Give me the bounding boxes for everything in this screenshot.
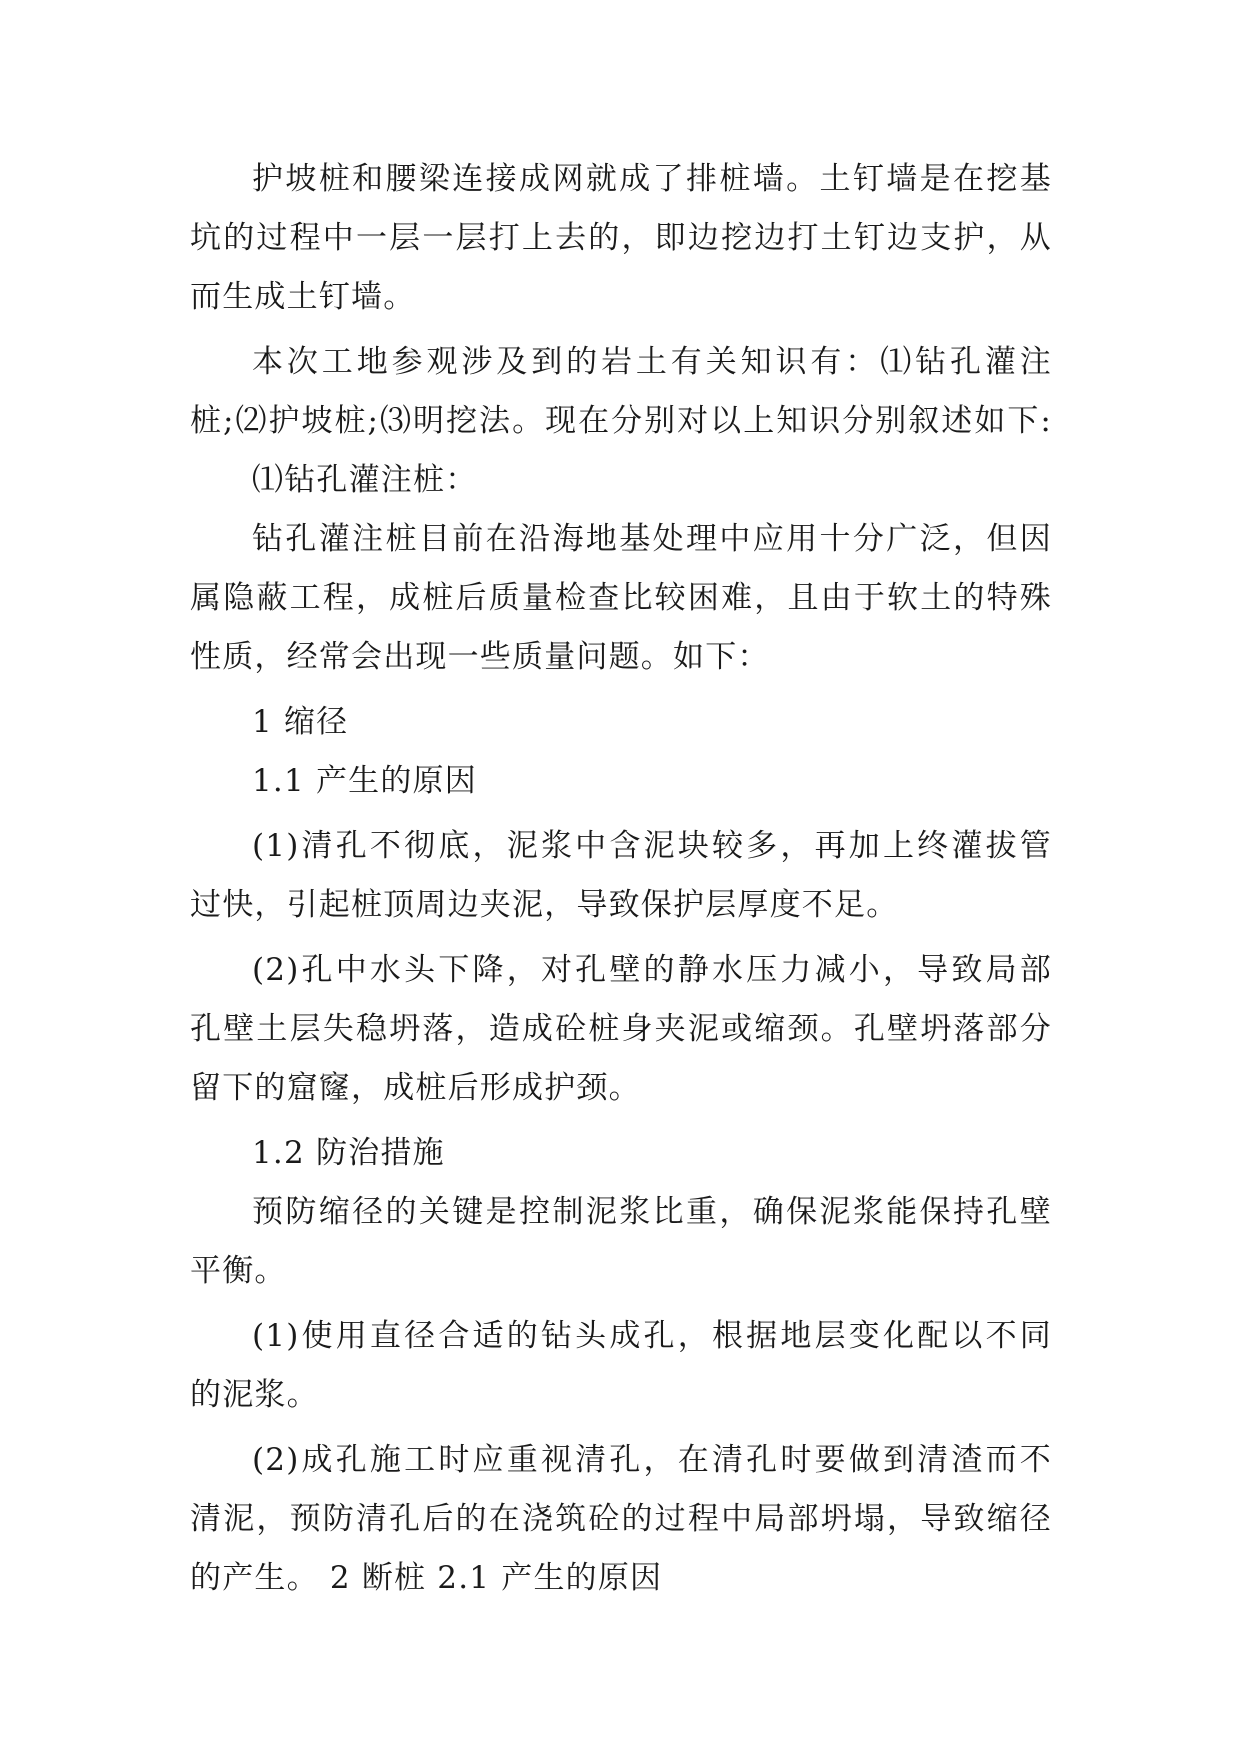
text-line: 孔壁土层失稳坍落，造成砼桩身夹泥或缩颈。孔壁坍落部分 [190,1011,1052,1047]
text-line: 1.2 防治措施 [252,1135,445,1171]
text-line: 属隐蔽工程，成桩后质量检查比较困难，且由于软土的特殊 [190,580,1052,616]
text-line: (1)清孔不彻底，泥浆中含泥块较多，再加上终灌拔管 [252,828,1052,864]
text-line: (1)使用直径合适的钻头成孔，根据地层变化配以不同 [252,1318,1052,1354]
text-line: 过快，引起桩顶周边夹泥，导致保护层厚度不足。 [190,887,899,923]
text-line: 平衡。 [190,1253,287,1289]
text-line: 的产生。 2 断桩 2.1 产生的原因 [190,1560,663,1596]
text-line: 1 缩径 [252,704,349,740]
text-line: 1.1 产生的原因 [252,763,477,799]
text-line: 而生成土钉墙。 [190,279,416,315]
text-line: 清泥，预防清孔后的在浇筑砼的过程中局部坍塌，导致缩径 [190,1501,1052,1537]
body-text [190,150,1052,1608]
text-line: ⑴钻孔灌注桩： [252,462,478,498]
text-line: 钻孔灌注桩目前在沿海地基处理中应用十分广泛，但因 [252,521,1052,557]
text-line: 护坡桩和腰梁连接成网就成了排桩墙。土钉墙是在挖基 [252,161,1052,197]
text-line: 预防缩径的关键是控制泥浆比重，确保泥浆能保持孔壁 [252,1194,1052,1230]
text-line: 坑的过程中一层一层打上去的，即边挖边打土钉边支护，从 [190,220,1052,256]
text-line: (2)孔中水头下降，对孔壁的静水压力减小，导致局部 [252,952,1052,988]
text-line: 留下的窟窿，成桩后形成护颈。 [190,1070,641,1106]
text-line: (2)成孔施工时应重视清孔，在清孔时要做到清渣而不 [252,1442,1052,1478]
text-line: 本次工地参观涉及到的岩土有关知识有：⑴钻孔灌注 [252,344,1052,380]
text-line: 的泥浆。 [190,1377,319,1413]
text-line: 性质，经常会出现一些质量问题。如下： [190,639,770,675]
text-line: 桩;⑵护坡桩;⑶明挖法。现在分别对以上知识分别叙述如下: [190,403,1052,439]
